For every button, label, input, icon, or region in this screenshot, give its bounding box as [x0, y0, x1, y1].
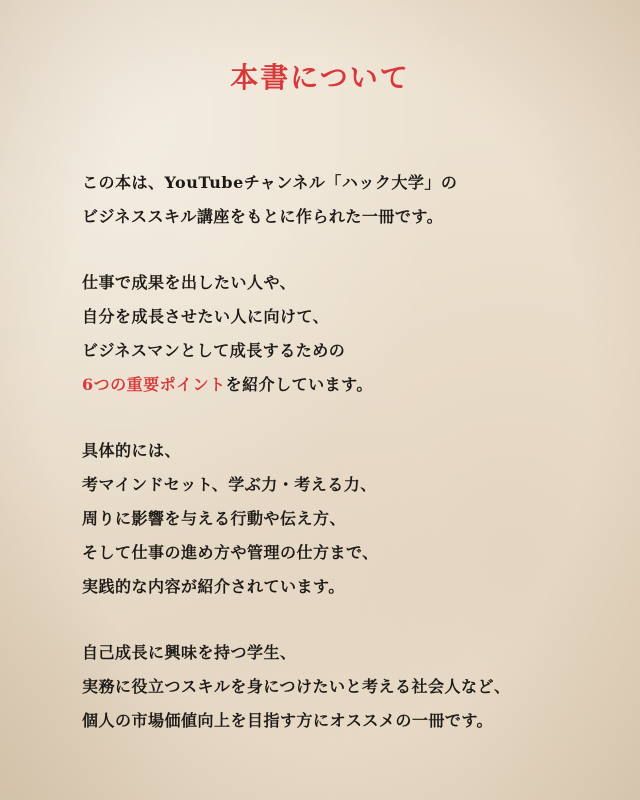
paragraph-line-rest: を紹介しています。: [225, 375, 373, 394]
paragraph-audience: [82, 636, 622, 738]
paragraph-gap: [82, 604, 622, 636]
paragraph-gap: [82, 402, 622, 434]
paragraph-line: 考マインドセット、学ぶ力・考える力、: [82, 475, 377, 494]
paragraph-line: 周りに影響を与える行動や伝え方、: [82, 509, 347, 528]
paragraph-line: 仕事で成果を出したい人や、: [82, 273, 297, 292]
paragraph-line: この本は、YouTubeチャンネル「ハック大学」の: [82, 173, 458, 192]
page-title: 本書について: [230, 61, 410, 94]
paragraph-line: 具体的には、: [82, 441, 182, 460]
highlight-text: 6つの重要ポイント: [82, 375, 226, 394]
body-text: [82, 166, 622, 738]
paragraph-line: 個人の市場価値向上を目指す方にオススメの一冊です。: [82, 711, 494, 730]
paragraph-line: 自己成長に興味を持つ学生、: [82, 643, 297, 662]
paragraph-line: 実践的な内容が紹介されています。: [82, 577, 345, 596]
paragraph-line: 実務に役立つスキルを身につけたいと考える社会人など、: [82, 677, 511, 696]
paragraph-target: [82, 266, 622, 402]
paragraph-intro: [82, 166, 622, 234]
paragraph-line: ビジネスマンとして成長するための: [82, 341, 346, 360]
paragraph-line: [82, 368, 622, 402]
paragraph-contents: [82, 434, 622, 604]
paragraph-line: ビジネススキル講座をもとに作られた一冊です。: [82, 207, 444, 226]
paragraph-line: そして仕事の進め方や管理の仕方まで、: [82, 543, 379, 562]
paragraph-gap: [82, 234, 622, 266]
paragraph-line: 自分を成長させたい人に向けて、: [82, 307, 330, 326]
